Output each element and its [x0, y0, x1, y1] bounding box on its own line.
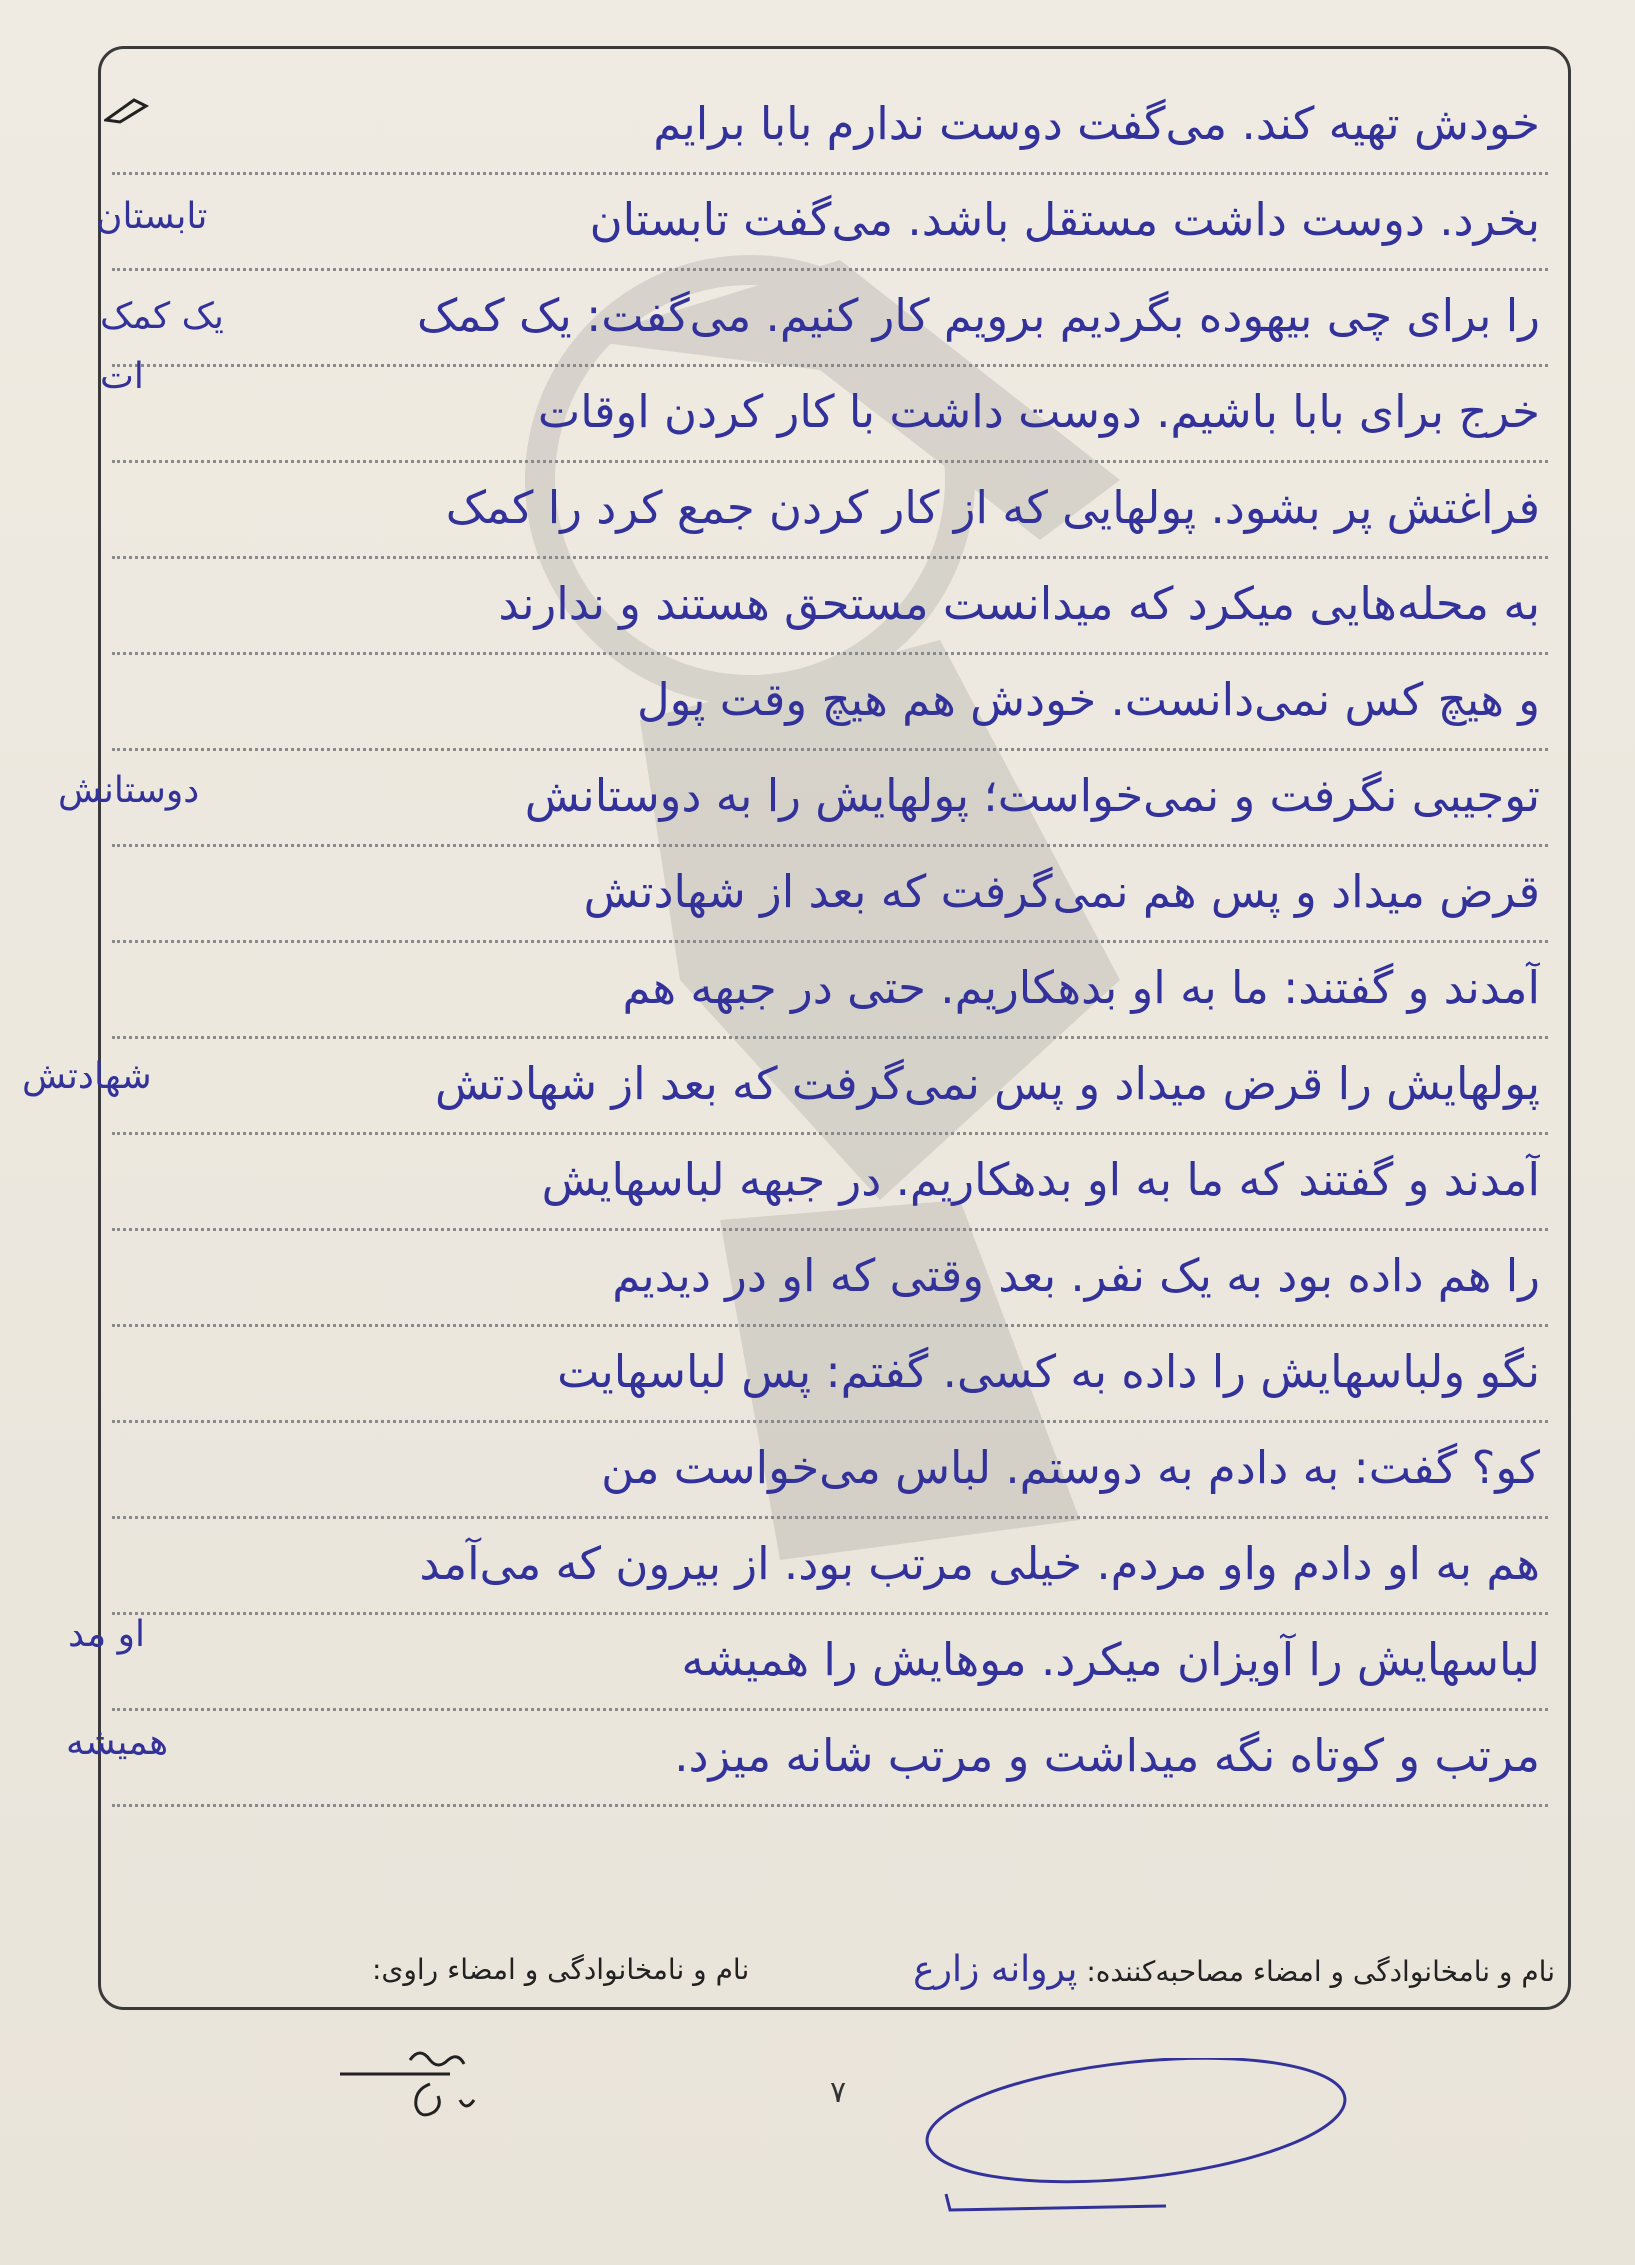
- handwritten-line-15: کو؟ گفت: به دادم به دوستم. لباس می‌خواست من: [601, 1441, 1540, 1494]
- handwritten-line-13: را هم داده بود به یک نفر. بعد وقتی که او در دیدیم: [612, 1249, 1540, 1302]
- interviewer-name: پروانه زارع: [913, 1949, 1078, 1990]
- margin-note: ات: [100, 356, 144, 397]
- handwritten-line-16: هم به او دادم واو مردم. خیلی مرتب بود. از بیرون که می‌آمد: [419, 1537, 1540, 1590]
- handwritten-line-14: نگو ولباسهایش را داده به کسی. گفتم: پس لباسهایت: [557, 1345, 1540, 1398]
- margin-note: تابستان: [96, 196, 208, 237]
- interviewer-signature-label: [913, 1946, 1555, 1994]
- interviewer-signature: [330, 2040, 520, 2140]
- guide-line: [112, 1804, 1548, 1807]
- handwritten-line-9: قرض میداد و پس هم نمی‌گرفت که بعد از شهادتش: [583, 865, 1540, 918]
- handwritten-line-3: را برای چی بیهوده بگردیم برویم کار کنیم. می‌گفت: یک کمک: [416, 289, 1540, 342]
- margin-note: همیشه: [66, 1722, 169, 1763]
- handwritten-line-2: بخرد. دوست داشت مستقل باشد. می‌گفت تابستان: [589, 193, 1540, 246]
- interviewer-label: نام و نامخانوادگی و امضاء مصاحبه‌کننده:: [1086, 1955, 1555, 1988]
- handwritten-line-18: مرتب و کوتاه نگه میداشت و مرتب شانه میزد.: [674, 1729, 1540, 1782]
- page-number: ۷: [829, 2075, 847, 2110]
- handwritten-line-1: خودش تهیه کند. می‌گفت دوست ندارم بابا برایم: [653, 97, 1540, 150]
- handwritten-line-17: لباسهایش را آویزان میکرد. موهایش را همیشه: [681, 1633, 1540, 1686]
- handwritten-line-10: آمدند و گفتند: ما به او بدهکاریم. حتی در جبهه هم: [622, 961, 1540, 1014]
- handwritten-line-11: پولهایش را قرض میداد و پس نمی‌گرفت که بعد از شهادتش: [434, 1057, 1540, 1110]
- handwritten-line-8: توجیبی نگرفت و نمی‌خواست؛ پولهایش را به دوستانش: [524, 769, 1540, 822]
- pen-icon: [104, 96, 150, 124]
- handwritten-line-12: آمدند و گفتند که ما به او بدهکاریم. در جبهه لباسهایش: [541, 1153, 1540, 1206]
- margin-note: او مد: [68, 1614, 146, 1655]
- margin-note: شهادتش: [22, 1056, 152, 1097]
- narrator-signature-label: نام و نامخانوادگی و امضاء راوی:: [372, 1953, 750, 1986]
- handwritten-line-5: فراغتش پر بشود. پولهایی که از کار کردن جمع کرد را کمک: [445, 481, 1540, 534]
- narrator-signature: [916, 2058, 1356, 2228]
- handwritten-line-7: و هیچ کس نمی‌دانست. خودش هم هیچ وقت پول: [636, 673, 1540, 726]
- margin-note: یک کمک: [100, 296, 224, 337]
- handwritten-line-6: به محله‌هایی میکرد که میدانست مستحق هستند و ندارند: [498, 577, 1540, 630]
- handwritten-line-4: خرج برای بابا باشیم. دوست داشت با کار کردن اوقات: [537, 385, 1540, 438]
- margin-note: دوستانش: [58, 770, 200, 811]
